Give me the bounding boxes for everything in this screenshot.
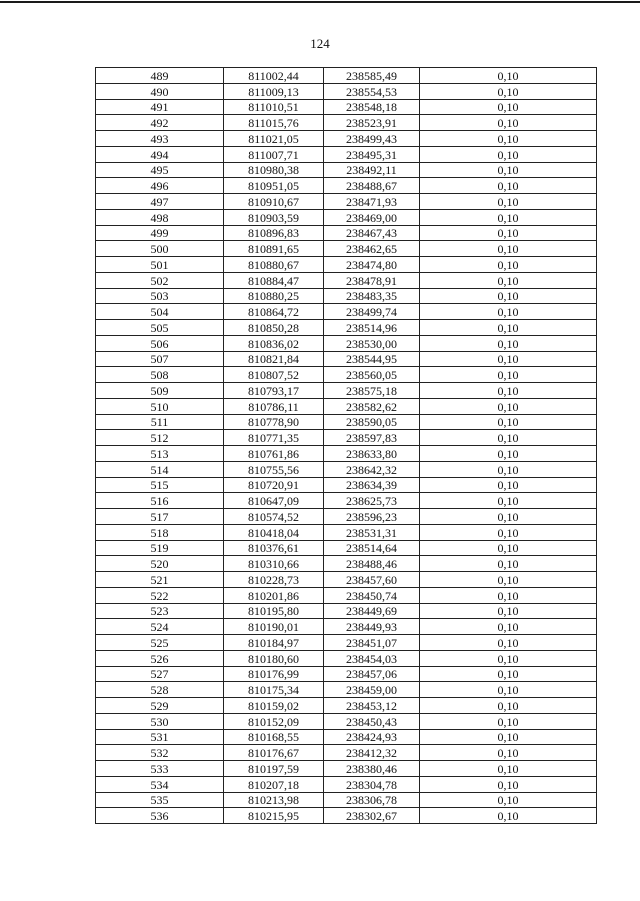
table-row	[96, 572, 597, 588]
table-row	[96, 162, 597, 178]
tolerance-cell: 0,10	[420, 131, 597, 147]
y-coordinate-cell: 238488,67	[324, 178, 420, 194]
tolerance-cell: 0,10	[420, 194, 597, 210]
y-coordinate-cell: 238457,06	[324, 666, 420, 682]
tolerance-cell: 0,10	[420, 414, 597, 430]
table-row	[96, 225, 597, 241]
top-border-line	[0, 1, 640, 3]
table-row	[96, 587, 597, 603]
y-coordinate-cell: 238424,93	[324, 729, 420, 745]
x-coordinate-cell: 810574,52	[224, 509, 324, 525]
y-coordinate-cell: 238633,80	[324, 446, 420, 462]
y-coordinate-cell: 238495,31	[324, 146, 420, 162]
table-row	[96, 178, 597, 194]
point-number-cell: 507	[96, 351, 224, 367]
table-row	[96, 650, 597, 666]
table-row	[96, 682, 597, 698]
tolerance-cell: 0,10	[420, 713, 597, 729]
tolerance-cell: 0,10	[420, 493, 597, 509]
table-row	[96, 635, 597, 651]
table-row	[96, 776, 597, 792]
point-number-cell: 492	[96, 115, 224, 131]
y-coordinate-cell: 238457,60	[324, 572, 420, 588]
point-number-cell: 494	[96, 146, 224, 162]
x-coordinate-cell: 810176,99	[224, 666, 324, 682]
x-coordinate-cell: 810152,09	[224, 713, 324, 729]
tolerance-cell: 0,10	[420, 162, 597, 178]
table-row	[96, 461, 597, 477]
table-row	[96, 792, 597, 808]
tolerance-cell: 0,10	[420, 682, 597, 698]
tolerance-cell: 0,10	[420, 272, 597, 288]
point-number-cell: 530	[96, 713, 224, 729]
table-row	[96, 83, 597, 99]
x-coordinate-cell: 810807,52	[224, 367, 324, 383]
point-number-cell: 527	[96, 666, 224, 682]
y-coordinate-cell: 238597,83	[324, 430, 420, 446]
point-number-cell: 518	[96, 524, 224, 540]
table-row	[96, 398, 597, 414]
table-row	[96, 556, 597, 572]
x-coordinate-cell: 810175,34	[224, 682, 324, 698]
y-coordinate-cell: 238302,67	[324, 808, 420, 824]
x-coordinate-cell: 810896,83	[224, 225, 324, 241]
point-number-cell: 496	[96, 178, 224, 194]
point-number-cell: 495	[96, 162, 224, 178]
tolerance-cell: 0,10	[420, 241, 597, 257]
tolerance-cell: 0,10	[420, 572, 597, 588]
point-number-cell: 498	[96, 209, 224, 225]
tolerance-cell: 0,10	[420, 209, 597, 225]
point-number-cell: 501	[96, 257, 224, 273]
point-number-cell: 509	[96, 383, 224, 399]
point-number-cell: 497	[96, 194, 224, 210]
point-number-cell: 536	[96, 808, 224, 824]
x-coordinate-cell: 810880,25	[224, 288, 324, 304]
y-coordinate-cell: 238544,95	[324, 351, 420, 367]
table-row	[96, 367, 597, 383]
x-coordinate-cell: 810376,61	[224, 540, 324, 556]
table-row	[96, 335, 597, 351]
y-coordinate-cell: 238514,64	[324, 540, 420, 556]
table-row	[96, 761, 597, 777]
x-coordinate-cell: 810168,55	[224, 729, 324, 745]
page-number: 124	[310, 36, 330, 51]
tolerance-cell: 0,10	[420, 776, 597, 792]
tolerance-cell: 0,10	[420, 745, 597, 761]
x-coordinate-cell: 810310,66	[224, 556, 324, 572]
table-row	[96, 304, 597, 320]
y-coordinate-cell: 238488,46	[324, 556, 420, 572]
x-coordinate-cell: 810910,67	[224, 194, 324, 210]
y-coordinate-cell: 238499,74	[324, 304, 420, 320]
tolerance-cell: 0,10	[420, 83, 597, 99]
x-coordinate-cell: 811002,44	[224, 68, 324, 84]
tolerance-cell: 0,10	[420, 257, 597, 273]
table-row	[96, 99, 597, 115]
point-number-cell: 503	[96, 288, 224, 304]
x-coordinate-cell: 811021,05	[224, 131, 324, 147]
tolerance-cell: 0,10	[420, 698, 597, 714]
table-row	[96, 68, 597, 84]
y-coordinate-cell: 238306,78	[324, 792, 420, 808]
tolerance-cell: 0,10	[420, 509, 597, 525]
point-number-cell: 513	[96, 446, 224, 462]
y-coordinate-cell: 238459,00	[324, 682, 420, 698]
y-coordinate-cell: 238548,18	[324, 99, 420, 115]
point-number-cell: 490	[96, 83, 224, 99]
point-number-cell: 508	[96, 367, 224, 383]
y-coordinate-cell: 238469,00	[324, 209, 420, 225]
x-coordinate-cell: 810884,47	[224, 272, 324, 288]
table-row	[96, 713, 597, 729]
y-coordinate-cell: 238471,93	[324, 194, 420, 210]
point-number-cell: 529	[96, 698, 224, 714]
tolerance-cell: 0,10	[420, 761, 597, 777]
y-coordinate-cell: 238514,96	[324, 320, 420, 336]
point-number-cell: 520	[96, 556, 224, 572]
table-row	[96, 131, 597, 147]
table-row	[96, 320, 597, 336]
tolerance-cell: 0,10	[420, 304, 597, 320]
x-coordinate-cell: 810159,02	[224, 698, 324, 714]
table-row	[96, 619, 597, 635]
point-number-cell: 489	[96, 68, 224, 84]
y-coordinate-cell: 238596,23	[324, 509, 420, 525]
y-coordinate-cell: 238451,07	[324, 635, 420, 651]
table-row	[96, 477, 597, 493]
tolerance-cell: 0,10	[420, 477, 597, 493]
point-number-cell: 535	[96, 792, 224, 808]
tolerance-cell: 0,10	[420, 225, 597, 241]
tolerance-cell: 0,10	[420, 556, 597, 572]
point-number-cell: 528	[96, 682, 224, 698]
table-row	[96, 540, 597, 556]
tolerance-cell: 0,10	[420, 178, 597, 194]
y-coordinate-cell: 238474,80	[324, 257, 420, 273]
x-coordinate-cell: 810195,80	[224, 603, 324, 619]
point-number-cell: 505	[96, 320, 224, 336]
tolerance-cell: 0,10	[420, 666, 597, 682]
point-number-cell: 511	[96, 414, 224, 430]
table-row	[96, 603, 597, 619]
x-coordinate-cell: 810850,28	[224, 320, 324, 336]
y-coordinate-cell: 238634,39	[324, 477, 420, 493]
x-coordinate-cell: 810761,86	[224, 446, 324, 462]
point-number-cell: 531	[96, 729, 224, 745]
table-row	[96, 383, 597, 399]
x-coordinate-cell: 810793,17	[224, 383, 324, 399]
table-row	[96, 698, 597, 714]
tolerance-cell: 0,10	[420, 729, 597, 745]
tolerance-cell: 0,10	[420, 446, 597, 462]
table-row	[96, 666, 597, 682]
point-number-cell: 526	[96, 650, 224, 666]
tolerance-cell: 0,10	[420, 351, 597, 367]
y-coordinate-cell: 238483,35	[324, 288, 420, 304]
table-row	[96, 241, 597, 257]
table-row	[96, 808, 597, 824]
y-coordinate-cell: 238467,43	[324, 225, 420, 241]
y-coordinate-cell: 238560,05	[324, 367, 420, 383]
x-coordinate-cell: 810771,35	[224, 430, 324, 446]
x-coordinate-cell: 810778,90	[224, 414, 324, 430]
tolerance-cell: 0,10	[420, 320, 597, 336]
y-coordinate-cell: 238554,53	[324, 83, 420, 99]
x-coordinate-cell: 810215,95	[224, 808, 324, 824]
point-number-cell: 499	[96, 225, 224, 241]
table-row	[96, 729, 597, 745]
y-coordinate-cell: 238454,03	[324, 650, 420, 666]
y-coordinate-cell: 238449,93	[324, 619, 420, 635]
table-row	[96, 257, 597, 273]
x-coordinate-cell: 810176,67	[224, 745, 324, 761]
y-coordinate-cell: 238642,32	[324, 461, 420, 477]
x-coordinate-cell: 810864,72	[224, 304, 324, 320]
tolerance-cell: 0,10	[420, 650, 597, 666]
x-coordinate-cell: 810980,38	[224, 162, 324, 178]
tolerance-cell: 0,10	[420, 430, 597, 446]
point-number-cell: 524	[96, 619, 224, 635]
y-coordinate-cell: 238450,74	[324, 587, 420, 603]
x-coordinate-cell: 810180,60	[224, 650, 324, 666]
tolerance-cell: 0,10	[420, 398, 597, 414]
table-row	[96, 194, 597, 210]
point-number-cell: 500	[96, 241, 224, 257]
table-row	[96, 351, 597, 367]
point-number-cell: 533	[96, 761, 224, 777]
x-coordinate-cell: 811015,76	[224, 115, 324, 131]
point-number-cell: 493	[96, 131, 224, 147]
point-number-cell: 506	[96, 335, 224, 351]
table-row	[96, 272, 597, 288]
tolerance-cell: 0,10	[420, 146, 597, 162]
point-number-cell: 515	[96, 477, 224, 493]
point-number-cell: 502	[96, 272, 224, 288]
point-number-cell: 514	[96, 461, 224, 477]
y-coordinate-cell: 238625,73	[324, 493, 420, 509]
tolerance-cell: 0,10	[420, 288, 597, 304]
tolerance-cell: 0,10	[420, 383, 597, 399]
table-row	[96, 430, 597, 446]
point-number-cell: 504	[96, 304, 224, 320]
x-coordinate-cell: 810201,86	[224, 587, 324, 603]
point-number-cell: 525	[96, 635, 224, 651]
point-number-cell: 517	[96, 509, 224, 525]
y-coordinate-cell: 238499,43	[324, 131, 420, 147]
x-coordinate-cell: 811007,71	[224, 146, 324, 162]
tolerance-cell: 0,10	[420, 792, 597, 808]
table-row	[96, 209, 597, 225]
point-number-cell: 522	[96, 587, 224, 603]
y-coordinate-cell: 238412,32	[324, 745, 420, 761]
point-number-cell: 516	[96, 493, 224, 509]
x-coordinate-cell: 810836,02	[224, 335, 324, 351]
y-coordinate-cell: 238585,49	[324, 68, 420, 84]
table-row	[96, 288, 597, 304]
table-row	[96, 509, 597, 525]
y-coordinate-cell: 238453,12	[324, 698, 420, 714]
x-coordinate-cell: 810184,97	[224, 635, 324, 651]
tolerance-cell: 0,10	[420, 808, 597, 824]
table-row	[96, 446, 597, 462]
coordinates-table-body	[96, 68, 597, 824]
point-number-cell: 534	[96, 776, 224, 792]
point-number-cell: 519	[96, 540, 224, 556]
tolerance-cell: 0,10	[420, 68, 597, 84]
x-coordinate-cell: 810647,09	[224, 493, 324, 509]
point-number-cell: 521	[96, 572, 224, 588]
x-coordinate-cell: 810720,91	[224, 477, 324, 493]
point-number-cell: 523	[96, 603, 224, 619]
tolerance-cell: 0,10	[420, 367, 597, 383]
x-coordinate-cell: 810207,18	[224, 776, 324, 792]
table-row	[96, 524, 597, 540]
tolerance-cell: 0,10	[420, 635, 597, 651]
tolerance-cell: 0,10	[420, 335, 597, 351]
x-coordinate-cell: 810951,05	[224, 178, 324, 194]
y-coordinate-cell: 238478,91	[324, 272, 420, 288]
table-row	[96, 414, 597, 430]
x-coordinate-cell: 810821,84	[224, 351, 324, 367]
x-coordinate-cell: 810786,11	[224, 398, 324, 414]
tolerance-cell: 0,10	[420, 461, 597, 477]
tolerance-cell: 0,10	[420, 619, 597, 635]
point-number-cell: 491	[96, 99, 224, 115]
tolerance-cell: 0,10	[420, 99, 597, 115]
table-row	[96, 745, 597, 761]
tolerance-cell: 0,10	[420, 524, 597, 540]
x-coordinate-cell: 810197,59	[224, 761, 324, 777]
x-coordinate-cell: 810418,04	[224, 524, 324, 540]
tolerance-cell: 0,10	[420, 540, 597, 556]
y-coordinate-cell: 238530,00	[324, 335, 420, 351]
table-row	[96, 493, 597, 509]
x-coordinate-cell: 810891,65	[224, 241, 324, 257]
y-coordinate-cell: 238492,11	[324, 162, 420, 178]
y-coordinate-cell: 238304,78	[324, 776, 420, 792]
x-coordinate-cell: 810755,56	[224, 461, 324, 477]
x-coordinate-cell: 810213,98	[224, 792, 324, 808]
x-coordinate-cell: 811010,51	[224, 99, 324, 115]
table-row	[96, 146, 597, 162]
y-coordinate-cell: 238575,18	[324, 383, 420, 399]
x-coordinate-cell: 811009,13	[224, 83, 324, 99]
x-coordinate-cell: 810190,01	[224, 619, 324, 635]
point-number-cell: 510	[96, 398, 224, 414]
tolerance-cell: 0,10	[420, 603, 597, 619]
coordinates-table	[95, 67, 597, 824]
y-coordinate-cell: 238462,65	[324, 241, 420, 257]
y-coordinate-cell: 238523,91	[324, 115, 420, 131]
y-coordinate-cell: 238531,31	[324, 524, 420, 540]
y-coordinate-cell: 238380,46	[324, 761, 420, 777]
y-coordinate-cell: 238590,05	[324, 414, 420, 430]
table-row	[96, 115, 597, 131]
x-coordinate-cell: 810880,67	[224, 257, 324, 273]
point-number-cell: 532	[96, 745, 224, 761]
tolerance-cell: 0,10	[420, 115, 597, 131]
x-coordinate-cell: 810228,73	[224, 572, 324, 588]
tolerance-cell: 0,10	[420, 587, 597, 603]
y-coordinate-cell: 238582,62	[324, 398, 420, 414]
y-coordinate-cell: 238449,69	[324, 603, 420, 619]
x-coordinate-cell: 810903,59	[224, 209, 324, 225]
y-coordinate-cell: 238450,43	[324, 713, 420, 729]
point-number-cell: 512	[96, 430, 224, 446]
